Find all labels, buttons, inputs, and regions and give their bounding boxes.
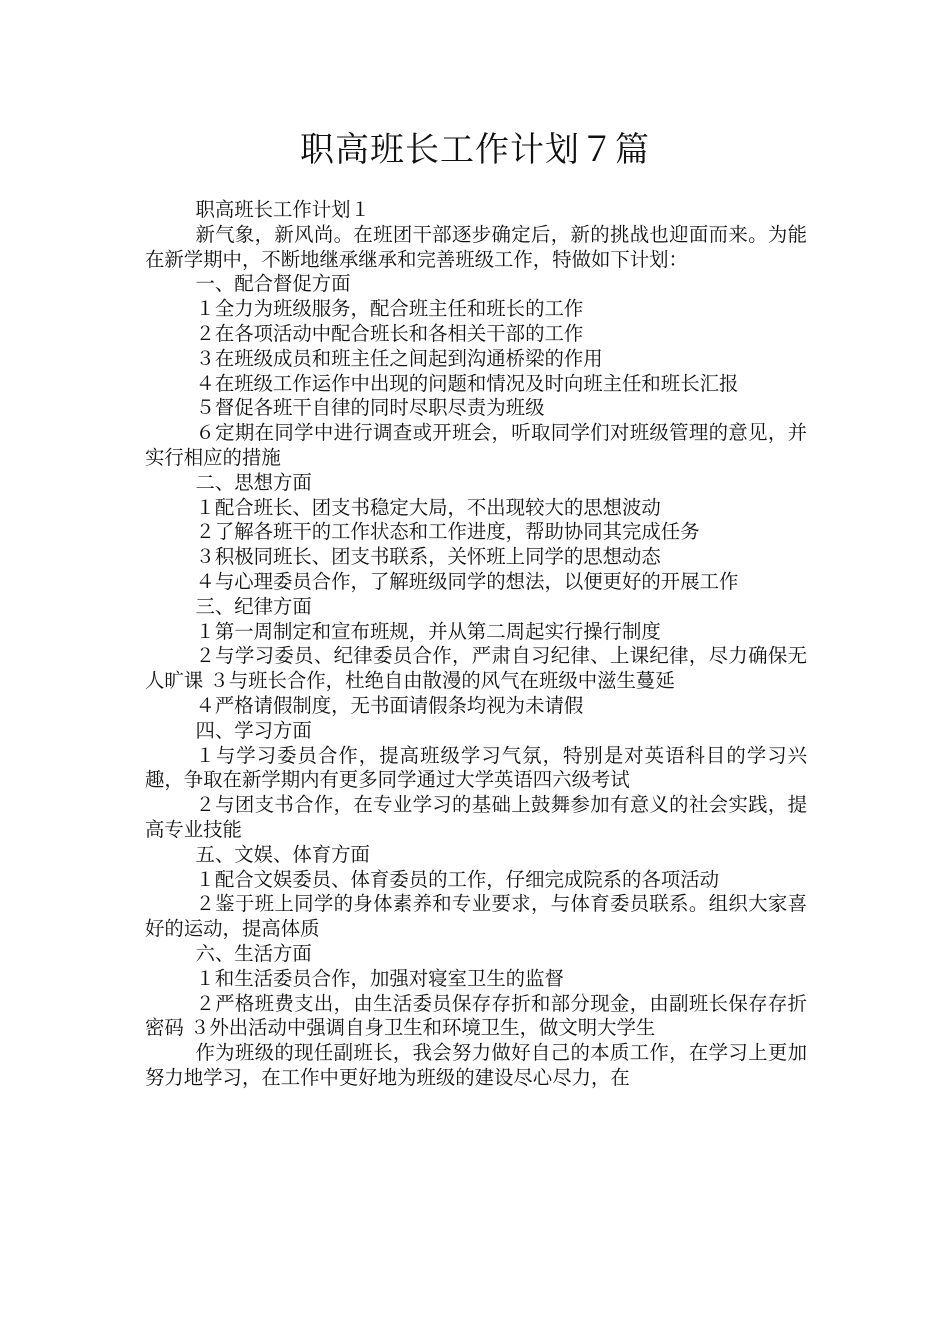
list-item: ６定期在同学中进行调查或开班会，听取同学们对班级管理的意见，并实行相应的措施 — [145, 421, 807, 469]
list-item: １第一周制定和宣布班规，并从第二周起实行操行制度 — [195, 619, 661, 643]
list-item: ２了解各班干的工作状态和工作进度，帮助协同其完成任务 — [195, 520, 700, 544]
section-heading: 二、思想方面 — [195, 470, 312, 494]
section-heading: 三、纪律方面 — [195, 594, 312, 618]
section-heading: 四、学习方面 — [195, 718, 312, 742]
list-item: ４严格请假制度，无书面请假条均视为未请假 — [195, 693, 584, 717]
list-item: ２与团支书合作，在专业学习的基础上鼓舞参加有意义的社会实践，提高专业技能 — [145, 793, 807, 841]
section-heading: 六、生活方面 — [195, 941, 312, 965]
list-item: １与学习委员合作，提高班级学习气氛，特别是对英语科目的学习兴趣，争取在新学期内有更多同学通过大学英语四六级考试 — [145, 743, 807, 792]
list-item: ５督促各班干自律的同时尽职尽责为班级 — [195, 396, 545, 420]
list-item: １和生活委员合作，加强对寝室卫生的监督 — [195, 966, 564, 990]
paragraph: 新气象，新风尚。在班团干部逐步确定后，新的挑战也迎面而来。为能在新学期中，不断地继承继承和完善班级工作，特做如下计划： — [145, 222, 807, 271]
document-body — [145, 198, 807, 1091]
list-item: １配合班长、团支书稳定大局，不出现较大的思想波动 — [195, 495, 661, 519]
paragraph: 作为班级的现任副班长，我会努力做好自己的本质工作，在学习上更加努力地学习，在工作中更好地为班级的建设尽心尽力，在 — [145, 1041, 807, 1089]
list-item: ４在班级工作运作中出现的问题和情况及时向班主任和班长汇报 — [195, 371, 739, 395]
list-item: ３积极同班长、团支书联系，关怀班上同学的思想动态 — [195, 545, 661, 569]
list-item: １配合文娱委员、体育委员的工作，仔细完成院系的各项活动 — [195, 867, 719, 891]
section-heading: 五、文娱、体育方面 — [195, 842, 370, 866]
section-heading: 职高班长工作计划１ — [195, 198, 370, 221]
section-heading: 一、配合督促方面 — [195, 272, 351, 296]
list-item: １全力为班级服务，配合班主任和班长的工作 — [195, 297, 584, 321]
list-item: ２鉴于班上同学的身体素养和专业要求，与体育委员联系。组织大家喜好的运动，提高体质 — [145, 892, 807, 941]
list-item: ２在各项活动中配合班长和各相关干部的工作 — [195, 321, 584, 345]
list-item: ２与学习委员、纪律委员合作，严肃自习纪律、上课纪律，尽力确保无人旷课 ３与班长合作，杜绝自由散漫的风气在班级中滋生蔓延 — [145, 644, 807, 693]
list-item: ３在班级成员和班主任之间起到沟通桥梁的作用 — [195, 346, 603, 370]
list-item: ４与心理委员合作，了解班级同学的想法，以便更好的开展工作 — [195, 569, 739, 593]
list-item: ２严格班费支出，由生活委员保存存折和部分现金，由副班长保存存折密码 ３外出活动中强调自身卫生和环境卫生，做文明大学生 — [145, 991, 807, 1040]
document-title: 职高班长工作计划７篇 — [300, 130, 650, 170]
